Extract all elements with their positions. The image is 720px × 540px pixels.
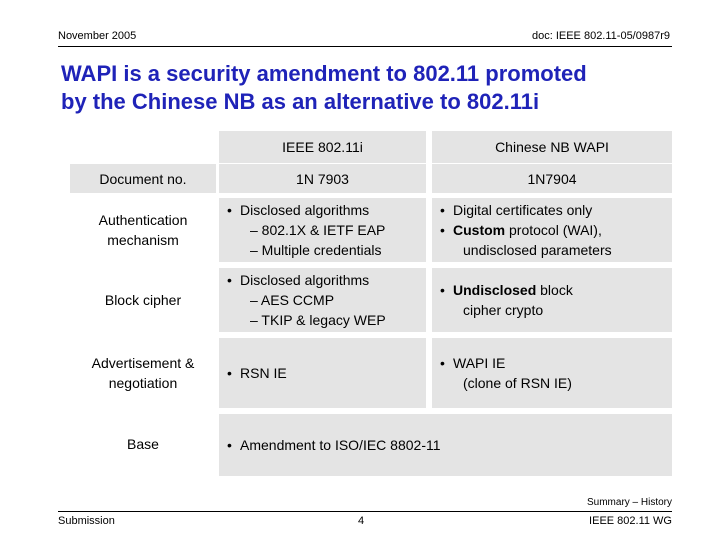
row-label-base: Base [70, 414, 216, 476]
bullet-continuation: (clone of RSN IE) [463, 375, 572, 391]
bullet-text: Digital certificates only [453, 202, 593, 218]
row-label-block-cipher: Block cipher [104, 292, 182, 308]
bullet-text: WAPI IE [453, 355, 506, 371]
row-label-authentication [70, 198, 216, 262]
bullet-text: Disclosed algorithms [240, 202, 370, 218]
bullet-text: Disclosed algorithms [240, 272, 370, 288]
bullet-text: block [536, 282, 573, 298]
cell-adv-wapi [432, 338, 672, 408]
page-number: 4 [358, 515, 365, 527]
footer-rule [58, 511, 672, 512]
label-line: Advertisement & [91, 355, 195, 371]
title-line-1: WAPI is a security amendment to 802.11 promoted [61, 61, 587, 86]
row-label-advertisement [70, 338, 216, 408]
sub-bullet: – TKIP & legacy WEP [250, 312, 386, 328]
bullet: • [440, 222, 445, 238]
sub-bullet: – AES CCMP [250, 292, 335, 308]
bullet: • [440, 355, 445, 371]
footer-wg: IEEE 802.11 WG [589, 515, 672, 527]
header-rule [58, 46, 672, 47]
bullet: • [227, 365, 232, 381]
bullet-continuation: undisclosed parameters [463, 242, 612, 258]
bullet: • [440, 202, 445, 218]
page-title [61, 60, 701, 116]
bullet-text: protocol (WAI), [505, 222, 602, 238]
header-date: November 2005 [58, 30, 137, 42]
bullet: • [227, 272, 232, 288]
cell-docno-wapi: 1N7904 [432, 164, 672, 193]
bold-text: Custom [453, 222, 506, 238]
bullet-text: RSN IE [240, 365, 287, 381]
bullet-continuation: cipher crypto [463, 302, 544, 318]
row-label-document-no: Document no. [70, 164, 216, 193]
label-line: mechanism [107, 232, 179, 248]
cell-cipher-80211i [219, 268, 426, 332]
title-line-2: by the Chinese NB as an alternative to 802.11i [61, 89, 540, 114]
bullet: • [440, 282, 445, 298]
bullet: • [227, 202, 232, 218]
sub-bullet: – Multiple credentials [250, 242, 382, 258]
bullet: • [227, 437, 232, 453]
cell-cipher-wapi [432, 268, 672, 332]
sub-bullet: – 802.1X & IETF EAP [250, 222, 386, 238]
cell-auth-wapi [432, 198, 672, 262]
bold-text: Undisclosed [453, 282, 537, 298]
header-doc-id: doc: IEEE 802.11-05/0987r9 [531, 30, 670, 42]
cell-auth-80211i [219, 198, 426, 262]
label-line: Authentication [98, 212, 188, 228]
cell-base-span [219, 414, 672, 476]
cell-adv-80211i [219, 338, 426, 408]
column-header-wapi: Chinese NB WAPI [432, 131, 672, 163]
footer-submission: Submission [58, 515, 115, 527]
column-header-80211i: IEEE 802.11i [219, 131, 426, 163]
label-line: negotiation [108, 375, 178, 391]
cell-docno-80211i: 1N 7903 [219, 164, 426, 193]
footer-note: Summary – History [586, 497, 672, 508]
bullet-text: Amendment to ISO/IEC 8802-11 [240, 437, 441, 453]
